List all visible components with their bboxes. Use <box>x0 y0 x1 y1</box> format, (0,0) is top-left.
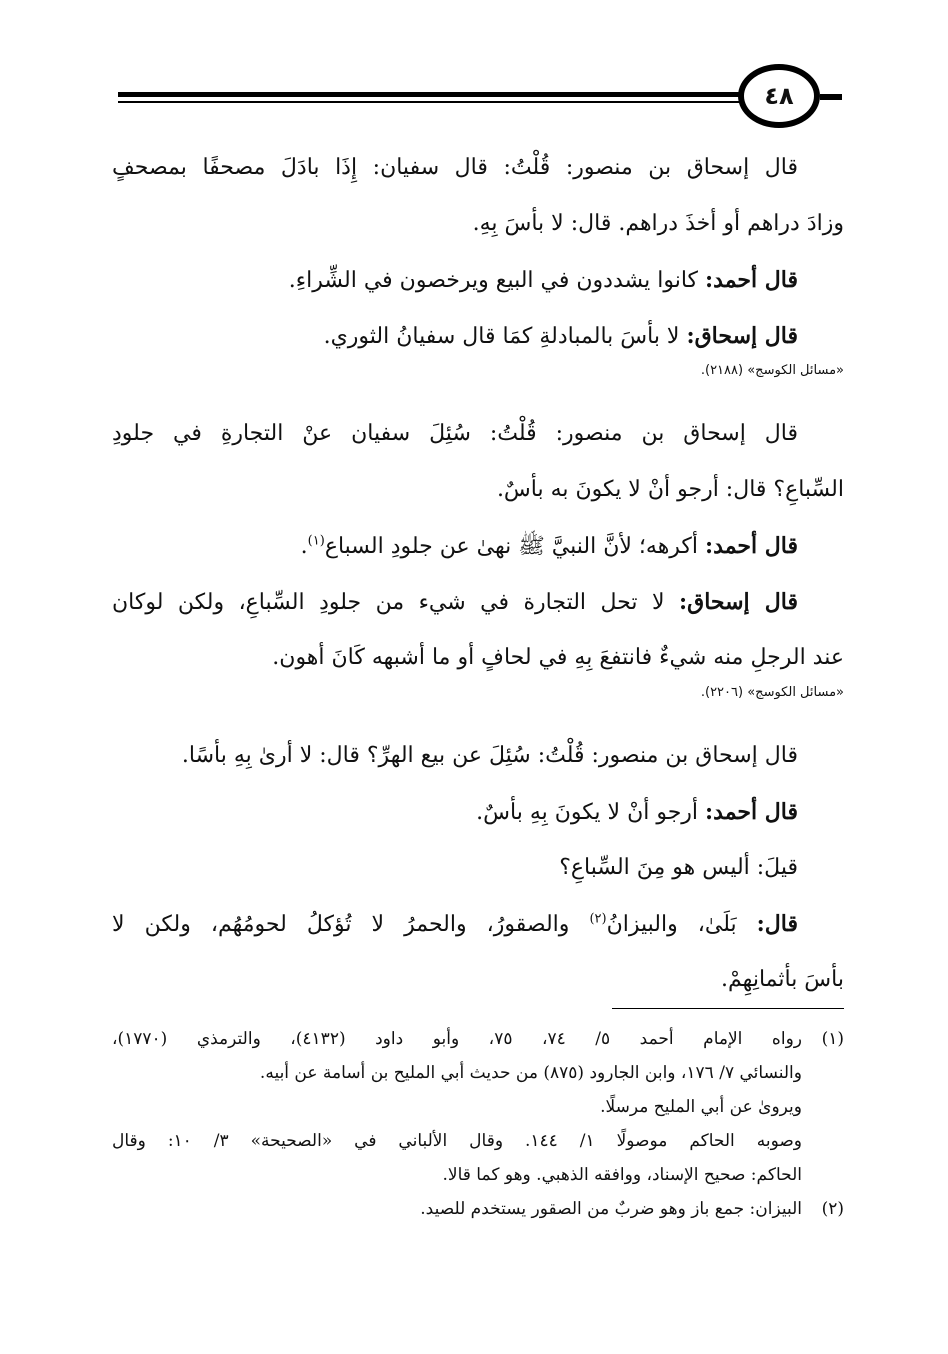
main-text <box>112 140 844 1008</box>
footnote-line: والنسائي ٧/ ١٧٦، وابن الجارود (٨٧٥) من حديث أبي المليح بن أسامة عن أبيه. <box>259 1063 802 1083</box>
source-citation: «مسائل الكوسج» (٢١٨٨). <box>700 363 844 378</box>
footnote-text: البيزان: جمع باز وهو ضربٌ من الصقور يستخدم للصيد. <box>420 1199 802 1219</box>
speaker-text: أرجو أنْ لا يكونَ بِهِ بأسٌ. <box>476 800 699 825</box>
speaker-text-end: . <box>300 534 308 559</box>
page-number: ٤٨ <box>764 82 794 110</box>
speaker-line <box>112 308 844 364</box>
footnote-line: وصوبه الحاكم موصولًا ١/ ١٤٤. وقال الألباني في «الصحيحة» ٣/ ١٠: وقال <box>112 1131 803 1151</box>
speaker-text: أكرهه؛ لأنَّ النبيَّ ﷺ نهىٰ عن جلودِ السباع <box>324 534 699 559</box>
paragraph-line: قال إسحاق بن منصور: قُلْتُ: سُئِلَ سفيان عنْ التجارةِ في جلودِ <box>112 421 798 446</box>
footnote-line <box>112 1022 844 1056</box>
paragraph-line: السِّباعِ؟ قال: أرجو أنْ لا يكونَ به بأسٌ. <box>496 477 844 502</box>
speaker-line <box>112 518 844 574</box>
footnote-line: الحاكم: صحيح الإسناد، ووافقه الذهبي. وهو كما قالا. <box>442 1165 802 1185</box>
speaker-text: لا تحل التجارة في شيء من جلودِ السِّباعِ، ولكن لوكان <box>112 590 665 615</box>
header-rule-right <box>820 94 842 100</box>
footnote-text: رواه الإمام أحمد ٥/ ٧٤، ٧٥، وأبو داود (٤١٣٢)، والترمذي (١٧٧٠)، <box>112 1029 802 1049</box>
speaker-text: كانوا يشددون في البيع ويرخصون في الشِّراءِ. <box>288 268 699 293</box>
speaker-label: قال أحمد: <box>705 533 798 559</box>
speaker-label: قال إسحاق: <box>679 589 798 615</box>
paragraph-line: بأسَ بأثمانِهِمْ. <box>721 967 844 992</box>
speaker-line <box>112 784 844 840</box>
speaker-text: لا بأسَ بالمبادلةِ كمَا قال سفيانُ الثوري. <box>323 324 680 349</box>
speaker-line <box>112 252 844 308</box>
section-gap <box>112 714 844 728</box>
footnote-line <box>112 1192 844 1226</box>
paragraph-line: وزادَ دراهم أو أخذَ دراهم. قال: لا بأسَ بِهِ. <box>472 211 844 236</box>
question-line: قيلَ: أليس هو مِنَ السِّباعِ؟ <box>559 855 798 880</box>
footnote-marker[interactable]: (١) <box>307 533 325 549</box>
speaker-label: قال أحمد: <box>705 799 798 825</box>
speaker-text: والصقورُ، والحمرُ لا تُؤكلُ لحومُهُم، ولكن لا <box>112 912 590 937</box>
header-rule-thick <box>118 92 743 97</box>
paragraph-line: قال إسحاق بن منصور: قُلْتُ: قال سفيان: إِذَا بادَلَ مصحفًا بمصحفٍ <box>112 155 798 180</box>
paragraph-line: عند الرجلِ منه شيءٌ فانتفعَ بِهِ في لحافٍ أو ما أشبهه كَانَ أهون. <box>272 645 844 670</box>
speaker-label: قال أحمد: <box>705 267 798 293</box>
section-gap <box>112 392 844 406</box>
speaker-line <box>112 574 844 630</box>
footnote-marker[interactable]: (٢) <box>589 911 607 927</box>
speaker-text: بَلَىٰ، والبيزانُ <box>606 912 737 937</box>
speaker-label: قال إسحاق: <box>686 323 798 349</box>
header-rule-thin <box>118 101 743 103</box>
footnote-separator <box>612 1008 844 1009</box>
speaker-label: قال: <box>756 911 798 937</box>
footnote-number: (١) <box>821 1029 844 1049</box>
footnotes <box>112 1022 844 1226</box>
speaker-line <box>112 896 844 952</box>
paragraph-line: قال إسحاق بن منصور: قُلْتُ: سُئِلَ عن بيع الهرِّ؟ قال: لا أرىٰ بِهِ بأسًا. <box>181 743 798 768</box>
footnote-number: (٢) <box>821 1199 844 1219</box>
footnote-line: ويروىٰ عن أبي المليح مرسلًا. <box>600 1097 802 1117</box>
source-citation: «مسائل الكوسج» (٢٢٠٦). <box>700 685 844 700</box>
page-number-badge <box>738 64 820 128</box>
